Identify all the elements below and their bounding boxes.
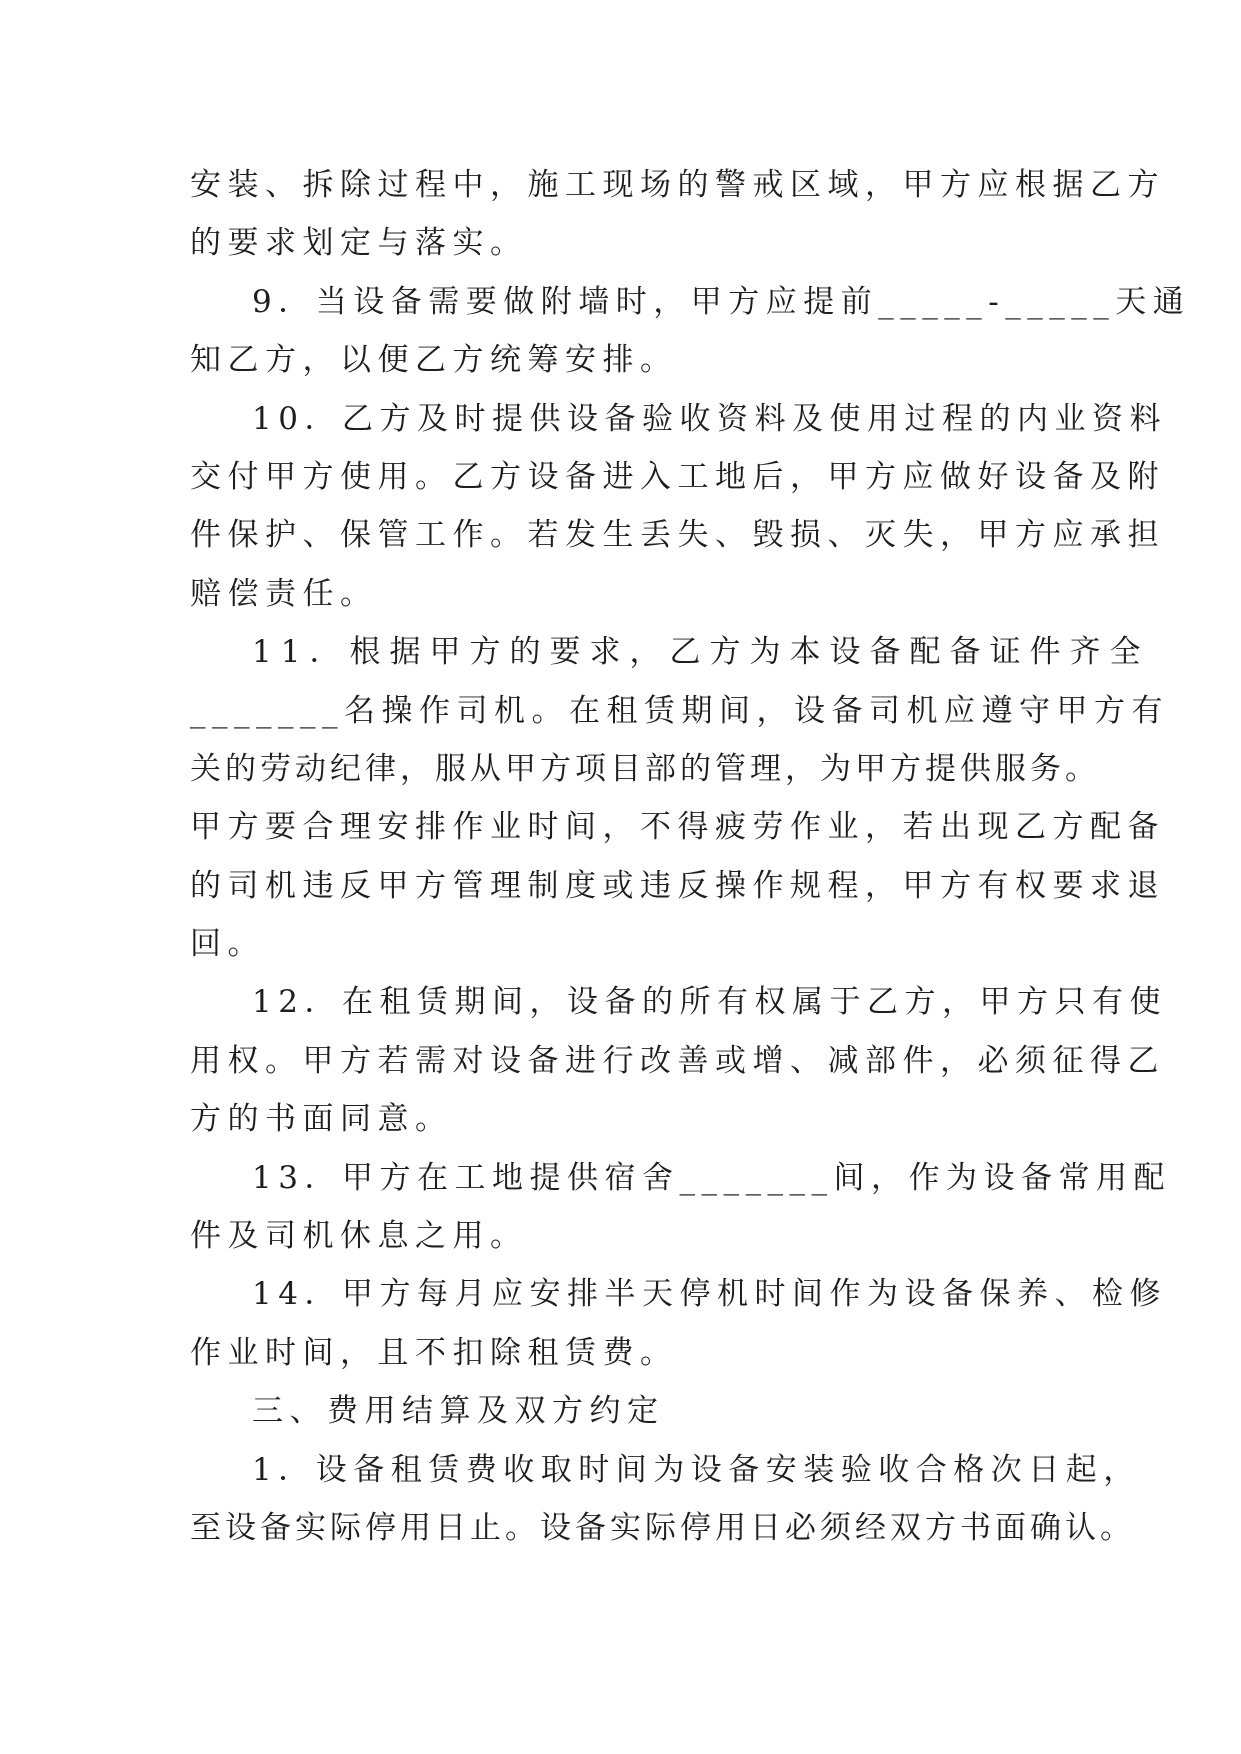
clause-14: 14．甲方每月应安排半天停机时间作为设备保养、检修 xyxy=(252,1276,1167,1313)
text-line: 关的劳动纪律，服从甲方项目部的管理，为甲方提供服务。 xyxy=(190,750,1100,787)
clause-10: 10．乙方及时提供设备验收资料及使用过程的内业资料 xyxy=(252,400,1167,437)
text-line: 至设备实际停用日止。设备实际停用日必须经双方书面确认。 xyxy=(190,1509,1135,1546)
text-line: 件保护、保管工作。若发生丢失、毁损、灭失，甲方应承担 xyxy=(190,517,1165,554)
text-line: 回。 xyxy=(190,926,265,963)
text-line: 的要求划定与落实。 xyxy=(190,225,528,262)
text-line: 安装、拆除过程中，施工现场的警戒区域，甲方应根据乙方 xyxy=(190,167,1165,203)
text-line: 交付甲方使用。乙方设备进入工地后，甲方应做好设备及附 xyxy=(190,458,1165,495)
text-line: 方的书面同意。 xyxy=(190,1101,453,1138)
text-line: 件及司机休息之用。 xyxy=(190,1218,528,1255)
text-line: 赔偿责任。 xyxy=(190,575,378,612)
clause-13: 13．甲方在工地提供宿舍_______间，作为设备常用配 xyxy=(252,1159,1171,1196)
text-line: 知乙方，以便乙方统筹安排。 xyxy=(190,342,678,379)
clause-11: 11．根据甲方的要求，乙方为本设备配备证件齐全 xyxy=(252,634,1150,671)
section-heading: 三、费用结算及双方约定 xyxy=(252,1393,665,1430)
clause-1: 1．设备租赁费收取时间为设备安装验收合格次日起， xyxy=(252,1451,1141,1488)
document-body xyxy=(190,156,1191,1557)
clause-12: 12．在租赁期间，设备的所有权属于乙方，甲方只有使 xyxy=(252,984,1167,1021)
text-line: 用权。甲方若需对设备进行改善或增、减部件，必须征得乙 xyxy=(190,1042,1165,1079)
clause-9: 9．当设备需要做附墙时，甲方应提前_____-_____天通 xyxy=(252,283,1191,320)
text-line: 甲方要合理安排作业时间，不得疲劳作业，若出现乙方配备 xyxy=(190,809,1165,846)
text-line: 的司机违反甲方管理制度或违反操作规程，甲方有权要求退 xyxy=(190,867,1165,904)
text-line: 作业时间，且不扣除租赁费。 xyxy=(190,1334,678,1371)
text-line: _______名操作司机。在租赁期间，设备司机应遵守甲方有 xyxy=(190,692,1169,729)
